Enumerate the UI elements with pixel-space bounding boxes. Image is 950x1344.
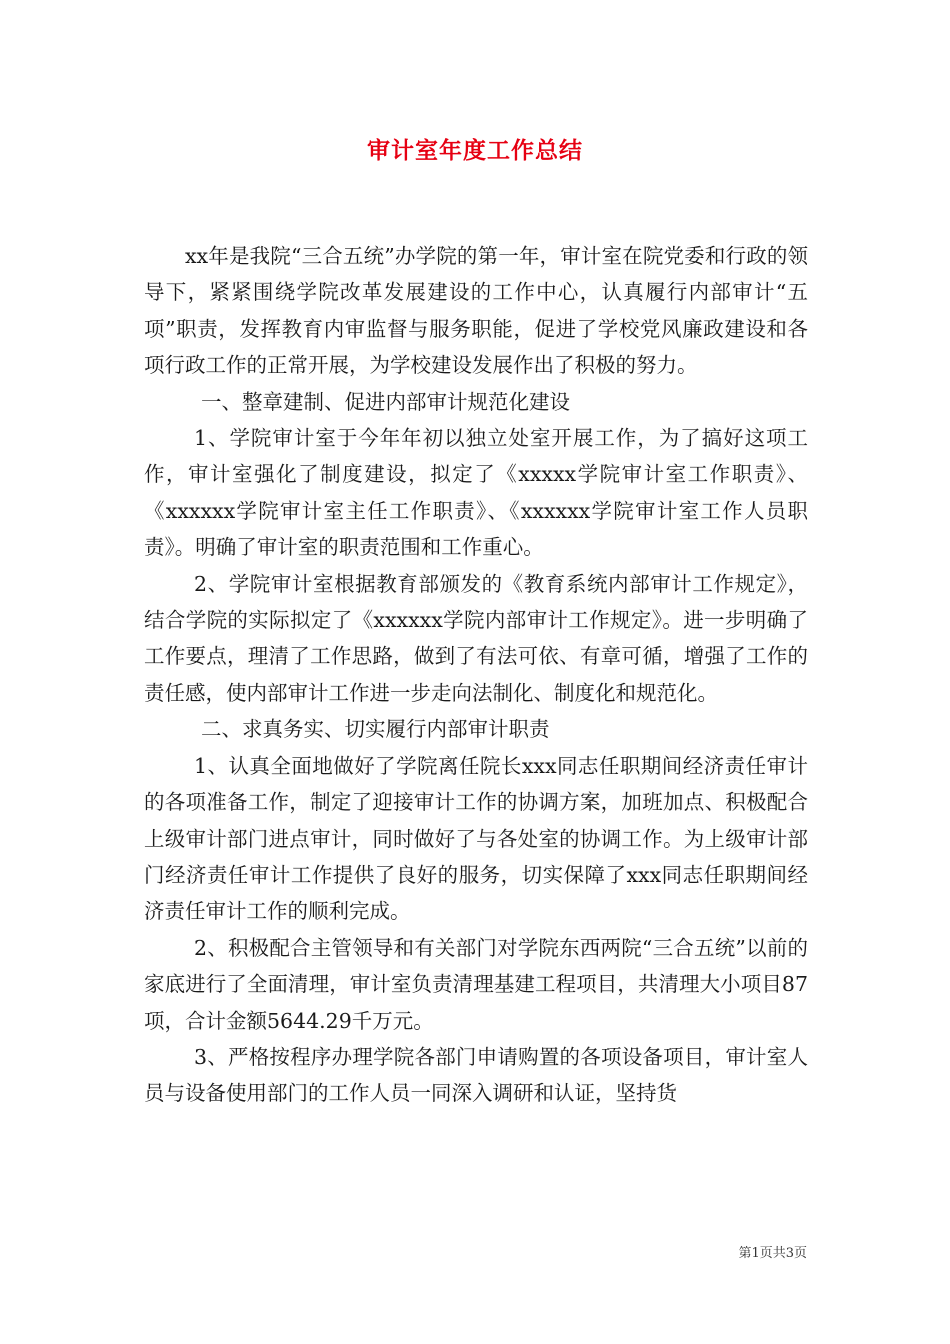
section-2-item-2: 2、积极配合主管领导和有关部门对学院东西两院“三合五统”以前的家底进行了全面清理，审计室负责清理基建工程项目，共清理大小项目87项，合计金额5644.29千万元。 [144,935,808,1033]
section-heading-1: 一、整章建制、促进内部审计规范化建设 [201,389,570,414]
section-2-item-1: 1、认真全面地做好了学院离任院长xxx同志任职期间经济责任审计的各项准备工作，制定了迎接审计工作的协调方案，加班加点、积极配合上级审计部门进点审计，同时做好了与各处室的协调工作。为上级审计部门经济责任审计工作提供了良好的服务，切实保障了xxx同志任职期间经济责任审计工作的顺利完成。 [144,753,808,924]
page-number: 第1页共3页 [738,1246,807,1261]
section-heading-2: 二、求真务实、切实履行内部审计职责 [201,717,550,742]
section-2-item-3: 3、严格按程序办理学院各部门申请购置的各项设备项目，审计室人员与设备使用部门的工作人员一同深入调研和认证，坚持货 [144,1044,808,1106]
section-1-item-2: 2、学院审计室根据教育部颁发的《教育系统内部审计工作规定》，结合学院的实际拟定了《xxxxxx学院内部审计工作规定》。进一步明确了工作要点，理清了工作思路，做到了有法可依、有章可循，增强了工作的责任感，使内部审计工作进一步走向法制化、制度化和规范化。 [144,571,808,705]
intro-paragraph: xx年是我院“三合五统”办学院的第一年，审计室在院党委和行政的领导下，紧紧围绕学院改革发展建设的工作中心，认真履行内部审计“五项”职责，发挥教育内审监督与服务职能，促进了学校党风廉政建设和各项行政工作的正常开展，为学校建设发展作出了积极的努力。 [144,244,808,378]
document-body [144,238,808,1112]
page-title: 审计室年度工作总结 [367,137,583,164]
section-1-item-1: 1、学院审计室于今年年初以独立处室开展工作，为了搞好这项工作，审计室强化了制度建设，拟定了《xxxxx学院审计室工作职责》、《xxxxxx学院审计室主任工作职责》、《xxxxxx学院审计室工作人员职责》。明确了审计室的职责范围和工作重心。 [144,426,808,560]
